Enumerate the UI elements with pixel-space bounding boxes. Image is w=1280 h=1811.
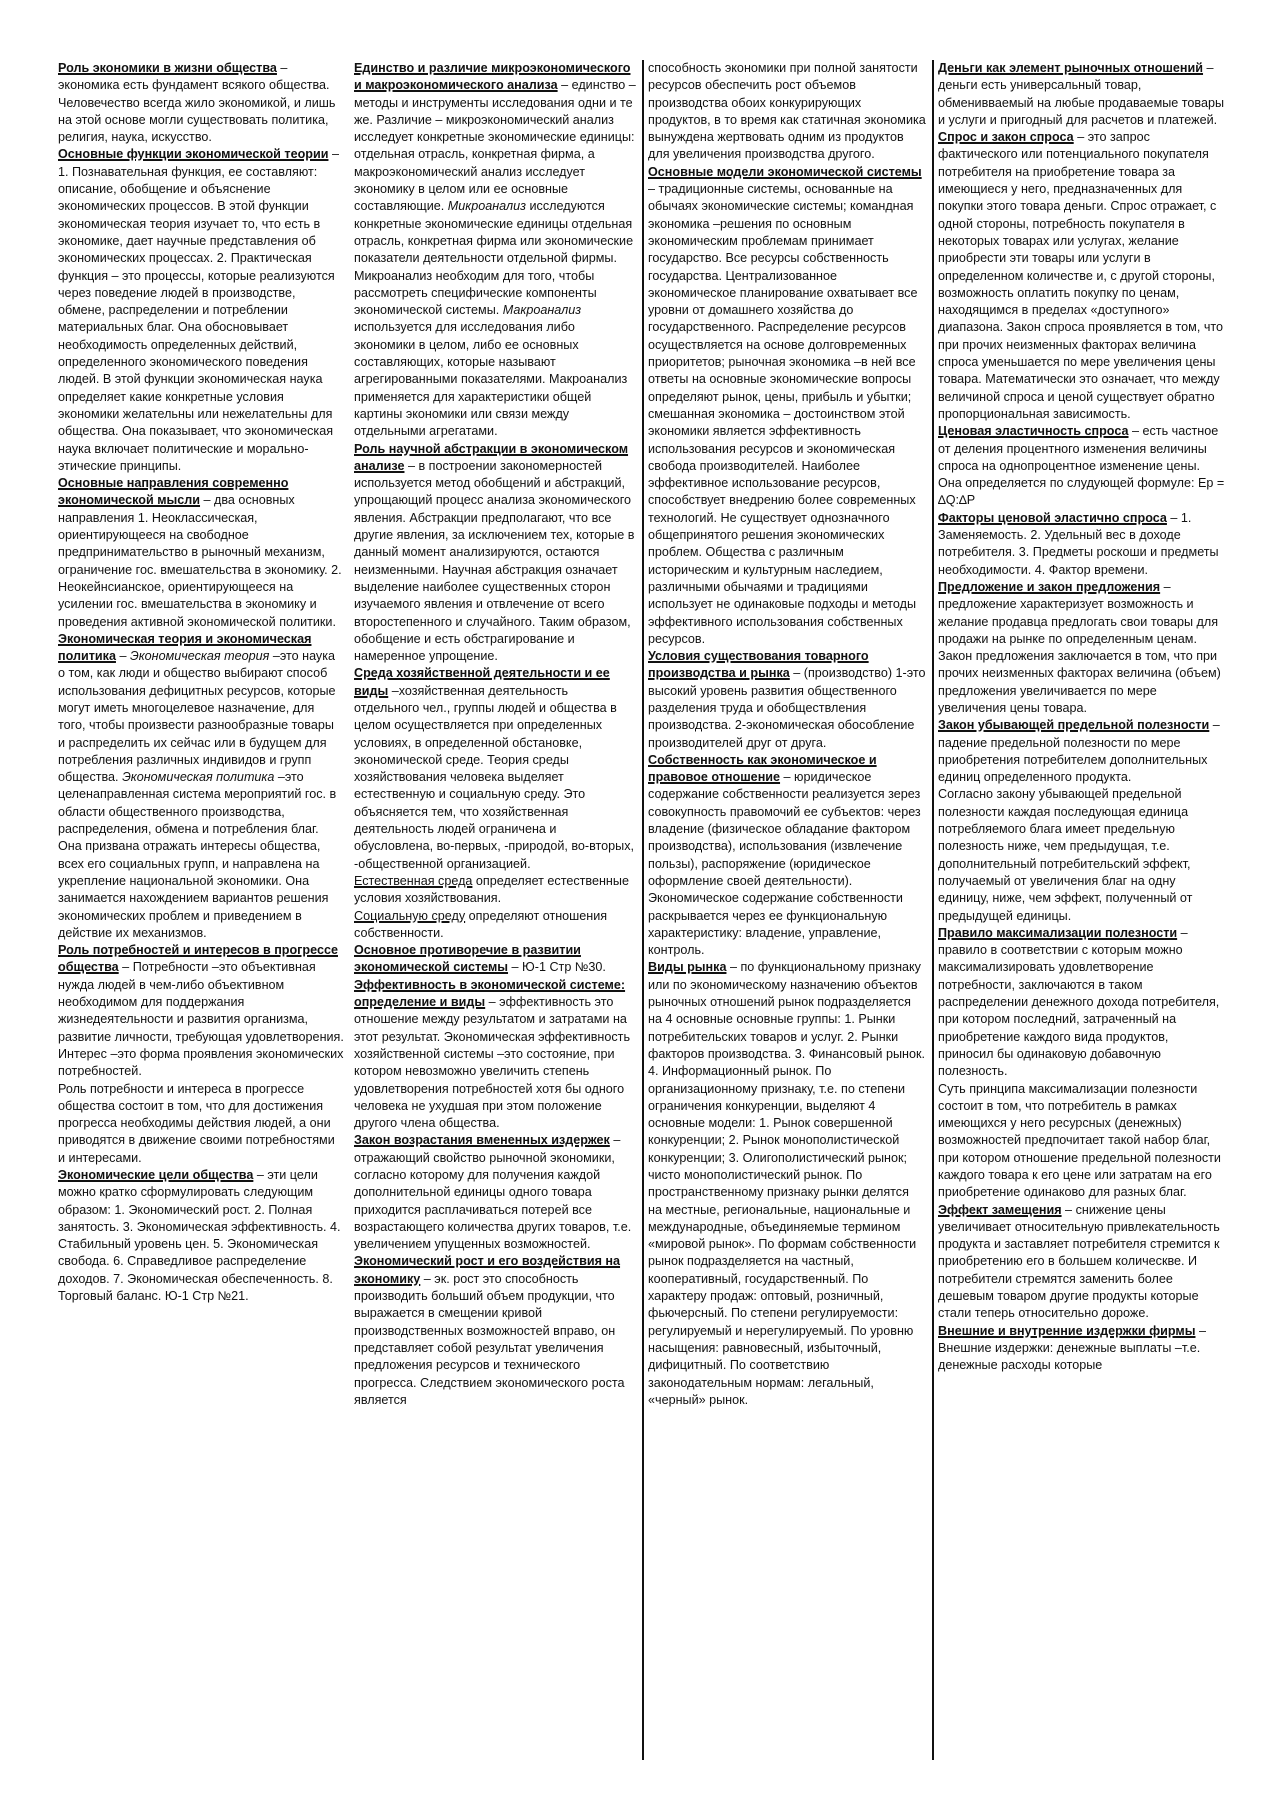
body-text: – Ю-1 Стр №30. (508, 960, 606, 975)
body-text: Суть принципа максимализации полезности состоит в том, что потребитель в рамках имеющихся у него ресурсных (денежных) возможностей предпочитает такой набор благ, при котором отношение предельной полезности каждого товара к его цене или затратам на его приобретение одинаково для разных благ. (938, 1081, 1221, 1200)
paragraph (938, 786, 1226, 924)
section-heading: Роль научной абстракции в экономическом анализе (354, 441, 629, 473)
body-text: – эк. рост это способность производить больший объем продукции, что выражается в смещении кривой производственных возможностей вправо, он представляет собой результат увеличения предложения ресурсов и технического прогресса. Следствием экономического роста является (354, 1271, 625, 1407)
body-text: – падение предельной полезности по мере приобретения потребителем дополнительных единиц определенного продукта. (938, 718, 1220, 785)
body-text: определяют отношения собственности. (354, 908, 608, 940)
body-text: –хозяйственная деятельность отдельного чел., группы людей и общества в целом осуществляется при определенных условиях, в определенной обстановке, экономической среде. Теория среды хозяйствования человека выделяет естественную и социальную среду. Это объясняется тем, что хозяйственная деятельность людей ограничена и обусловлена, во-первых, -природой, во-вторых, -общественной организацией. (354, 683, 635, 871)
paragraph (354, 1253, 636, 1409)
column-2 (350, 60, 642, 1760)
body-text: – предложение характеризует возможность и желание продавца предлогать свои товары для продажи на рынке по определенным ценам. Закон предложения заключается в том, что при прочих неизменных факторах величина (объем) предложения увеличивается по мере увеличения цены товара. (938, 579, 1221, 715)
body-text: – экономика есть фундамент всякого общества. Человечество всегда жило экономикой, и лишь на этой основе могли существовать политика, религия, наука, искусство. (58, 61, 336, 145)
body-text: – снижение цены увеличивает относительную привлекательность продукта и заставляет потребителя стремится к приобретению его в большем колическве. И потребители стремятся заменить более дешевым товаром другие продукты которые стали теперь относительно дороже. (938, 1202, 1220, 1321)
italic-term: Экономическая политика (122, 770, 275, 785)
paragraph (354, 977, 636, 1133)
body-text: способность экономики при полной занятости ресурсов обеспечить рост объемов производства обоих конкурирующих продуктов, в то время как статичная экономика вынуждена жертвовать одним из продуктов для увеличения производства другого. (648, 61, 926, 162)
paragraph (938, 579, 1226, 717)
paragraph (354, 942, 636, 977)
section-heading: Единство и различие микроэкономического и макроэкономического анализа (354, 61, 631, 93)
section-heading: Эффективность в экономической системе: определение и виды (354, 977, 626, 1010)
paragraph (354, 441, 636, 666)
section-heading: Роль потребностей и интересов в прогрессе общества (58, 943, 338, 975)
paragraph (58, 1167, 344, 1305)
body-text: – в построении закономерностей используется метод обобщений и абстракций, упрощающий процесс анализа экономического явления. Абстракции предполагают, что все другие явления, за исключением тех, которые в данный момент анализируются, остаются неизменными. Научная абстракция означает выделение наиболее существенных сторон изучаемого явления и отвлечение от всего второстепенного и случайного. Таким образом, обобщение и есть обстрагирование и намеренное упрощение. (354, 458, 635, 664)
body-text: Роль потребности и интереса в прогрессе общества состоит в том, что для достижения прогресса необходимы действия людей, а они приводятся в движение своими потребностями и интересами. (58, 1081, 335, 1165)
text-columns (58, 60, 1226, 1760)
body-text: – (производство) 1-это высокий уровень развития общественного разделения труда и обобществления производства. 2-экономическая обособление производителей друг от друга. (648, 666, 926, 750)
body-text: – эти цели можно кратко сформулировать следующим образом: 1. Экономический рост. 2. Полная занятость. 3. Экономическая эффективность. 4. Стабильный уровень цен. 5. Экономическая свобода. 6. Справедливое распределение доходов. 7. Экономическая обеспеченность. 8. Торговый баланс. Ю-1 Стр №21. (58, 1168, 341, 1304)
body-text: – это запрос фактического или потенциального покупателя потребителя на приобретение товара за имеющиеся у него, предназначенных для покупки этого товара деньги. Спрос отражает, с одной стороны, потребность покупателя в некоторых товарах или услугах, желание приобрести эти товары или услуги в определенном количестве и, с другой стороны, возможность оплатить покупку по ценам, находящимся в пределах «доступного» диапазона. Закон спроса проявляется в том, что при прочих неизменных факторах величина спроса уменьшается по мере увеличения цены товара. Математически это означает, что между величиной спроса и ценой существует обратно пропорциональная зависимость. (938, 130, 1224, 421)
section-heading: Естественная среда (354, 873, 473, 888)
section-heading: Среда хозяйственной деятельности и ее виды (354, 666, 610, 698)
body-text: – отражающий свойство рыночной экономики, согласно которому для получения каждой дополнительной единицы одного товара приходится расплачиваться потерей все возрастающего количества других товаров, т.е. увеличением упущенных возможностей. (354, 1133, 632, 1252)
section-heading: Собственность как экономическое и правовое отношение (648, 752, 877, 785)
body-text: – юридическое содержание собственности реализуется зерез совокупность правомочий ее субъектов: через владение (физическое обладание фактором производства), использования (извлечение пользы), распоряжение (юридическое оформление своей деятельности). Экономическое содержание собственности раскрывается через ее функциональную характеристику: владение, управление, контроль. (648, 770, 921, 958)
section-heading: Эффект замещения (938, 1202, 1062, 1217)
body-text: – деньги есть универсальный товар, обменивваемый на любые продаваемые товары и услуги и пригодный для расчетов и платежей. (938, 61, 1225, 127)
body-text: – традиционные системы, основанные на обычаях экономические системы; командная экономика –решения по основным экономическим проблемам принимает государство. Все ресурсы собственность государства. Централизованное экономическое планирование охватывает все уровни от домашнего хозяйства до государственного. Распределение ресурсов осуществляется на основе долговременных приоритетов; рыночная экономика –в ней все ответы на основные экономические вопросы определяют рынок, цены, прибыль и убытки; смешанная экономика – достоинством этой экономики является эффективность использования ресурсов и экономическая свобода производителей. Наиболее эффективное использование ресурсов, способствует внедрению более современных технологий. Не существует однозначного общепринятого решения экономических проблем. Общества с различным историческим и культурным наследием, различными обычаями и традициями использует не одинаковые подходы и методы эффективного использования собственных ресурсов. (648, 182, 918, 646)
body-text: – 1. Познавательная функция, ее составляют: описание, обобщение и объяснение экономических процессов. В этой функции экономическая теория изучает то, что есть в экономике, дает научные представления об экономических процессах. 2. Практическая функция – это процессы, которые реализуются через поведение людей в производстве, обмене, распределении и потреблении материальных благ. Она обосновывает необходимость определенных действий, определенного экономического поведения людей. В этой функции экономическая наука определяет какие конкретные условия экономики желательны или нежелательны для общества. Она показывает, что экономическая наука включает политические и морально-этические принципы. (58, 147, 339, 473)
paragraph (58, 1081, 344, 1167)
section-heading: Деньги как элемент рыночных отношений (938, 61, 1204, 75)
body-text: определяет естественные условия хозяйствования. (354, 873, 629, 906)
section-heading: Факторы ценовой эластично спроса (938, 510, 1167, 525)
section-heading: Основное противоречие в развитии экономической системы (354, 943, 581, 975)
body-text: используется для исследования либо экономики в целом, либо ее основных составляющих, которые называют агрегированными показателями. Макроанализ применяется для характеристики общей картины экономики или связи между отдельными агрегатами. (354, 320, 628, 439)
section-heading: Правило максимализации полезности (938, 925, 1178, 940)
paragraph (938, 60, 1226, 129)
section-heading: Закон убывающей предельной полезности (938, 718, 1210, 733)
paragraph (58, 475, 344, 631)
column-4 (934, 60, 1226, 1760)
paragraph (58, 631, 344, 942)
column-3 (642, 60, 934, 1760)
paragraph (938, 1323, 1226, 1375)
section-heading: Социальную среду (354, 908, 466, 923)
section-heading: Ценовая эластичность спроса (938, 424, 1129, 439)
body-text: – по функциональному признаку или по экономическому назначению объектов рыночных отношений рынок подразделяется на 4 основные основные группы: 1. Рынки потребительских товаров и услуг. 2. Рынки факторов производства. 3. Финансовый рынок. 4. Информационный рынок. По организационному признаку, т.е. по степени ограничения конкуренции, выделяют 4 основные модели: 1. Рынок совершенной конкуренции; 2. Рынок монополистической конкуренции; 3. Олигополистический рынок; чисто монополистический рынок. По пространственному признаку рынки делятся на местные, региональные, национальные и международные, объединяемые термином «мировой рынок». По формам собственности рынок подразделяется на частный, кооперативный, государственный. По характеру продаж: оптовый, розничный, фьючерсный. По степени регулируемости: регулируемый и нерегулируемый. По уровню насыщения: равновесный, избыточный, дифицитный. По соответствию законодательным нормам: легальный, «черный» рынок. (648, 960, 925, 1407)
paragraph (648, 959, 926, 1409)
body-text: –это целенаправленная система мероприятий гос. в области общественного производства, распределения, обмена и потребления благ. Она призвана отражать интересы общества, всех его социальных групп, и направлена на укрепление национальной экономики. Она занимается нахождением вариантов решения экономических проблем и приведением в действие их механизмов. (58, 770, 337, 940)
italic-term: Экономическая теория (129, 649, 270, 664)
paragraph (938, 423, 1226, 509)
section-heading: Виды рынка (648, 960, 727, 975)
paragraph (938, 717, 1226, 786)
section-heading: Экономические цели общества (58, 1168, 254, 1182)
section-heading: Условия существования товарного производства и рынка (648, 649, 869, 681)
paragraph (354, 873, 636, 908)
section-heading: Основные функции экономической теории (58, 147, 329, 162)
section-heading: Закон возрастания вмененных издержек (354, 1133, 610, 1148)
paragraph (58, 146, 344, 475)
italic-term: Микроанализ (447, 199, 527, 214)
paragraph (354, 60, 636, 441)
paragraph (938, 510, 1226, 579)
paragraph (938, 1202, 1226, 1323)
body-text: – эффективность это отношение между результатом и затратами на этот результат. Экономическая эффективность хозяйственной системы –это состояние, при котором невозможно увеличить степень удовлетворения потребностей хотя бы одного человека не ухудшая при этом положение другого члена общества. (354, 995, 631, 1131)
body-text: – два основных направления 1. Неоклассическая, ориентирующееся на свободное предпринимательство в рыночный механизм, ограничение гос. вмешательства в экономику. 2. Неокейнсианское, ориентирующееся на усилении гос. вмешательства в экономику и проведения активной экономической политики. (58, 493, 342, 629)
body-text: –это наука о том, как люди и общество выбирают способ использования дефицитных ресурсов, которые могут иметь многоцелевое назначение, для того, чтобы произвести разнообразные товары и распределить их сейчас или в будущем для потребления различных индивидов и групп общества. (58, 649, 336, 785)
paragraph (58, 60, 344, 146)
paragraph (354, 908, 636, 943)
paragraph (938, 1081, 1226, 1202)
section-heading: Основные направления современно экономической мысли (58, 476, 289, 508)
body-text: исследуются конкретные экономические единицы отдельная отрасль, конкретная фирма или экономические показатели деятельности отдельной фирмы. Микроанализ необходим для того, чтобы рассмотреть специфические компоненты экономической системы. (354, 199, 634, 318)
section-heading: Спрос и закон спроса (938, 130, 1074, 145)
body-text: – единство –методы и инструменты исследования одни и те же. Различие – микроэкономический анализ исследует конкретные экономические единицы: отдельная отрасль, конкретная фирма, а макроэкономический анализ исследует экономику в целом или ее основные составляющие. (354, 78, 636, 214)
column-1 (58, 60, 350, 1760)
section-heading: Основные модели экономической системы (648, 164, 922, 179)
body-text: Согласно закону убывающей предельной полезности каждая последующая единица потребляемого блага имеет предельную полезность ниже, чем предыдущая, т.е. дополнительный потребительский эффект, получаемый от увеличения благ на одну единицу, ниже, чем эффект, полученный от предыдущей единицы. (938, 787, 1193, 923)
paragraph (354, 1132, 636, 1253)
section-heading: Предложение и закон предложения (938, 579, 1161, 594)
paragraph (648, 648, 926, 752)
section-heading: Внешние и внутренние издержки фирмы (938, 1323, 1196, 1338)
paragraph (648, 752, 926, 960)
body-text: – правило в соответствии с которым можно максимализировать удовлетворение потребности, заключаются в таком распределении денежного дохода потребителя, при котором последний, затраченный на приобретение каждого вида продуктов, приносил бы одинаковую добавочную полезность. (938, 925, 1220, 1079)
body-text: – Внешние издержки: денежные выплаты –т.е. денежные расходы которые (938, 1323, 1206, 1373)
italic-term: Макроанализ (502, 303, 582, 318)
section-heading: Экономический рост и его воздействия на экономику (354, 1254, 621, 1286)
section-heading: Экономическая теория и экономическая политика (58, 631, 312, 664)
body-text: – (115, 649, 130, 664)
paragraph (58, 942, 344, 1080)
section-heading: Роль экономики в жизни общества (58, 61, 277, 75)
body-text: – есть частное от деления процентного изменения величины спроса на однопроцентное изменение цены. Она определяется по слудующей формуле: Ер = ∆Q:∆P (938, 424, 1225, 508)
body-text: – 1. Заменяемость. 2. Удельный вес в доходе потребителя. 3. Предметы роскоши и предметы необходимости. 4. Фактор времени. (938, 510, 1219, 577)
body-text: – Потребности –это объективная нужда людей в чем-либо объективном необходимом для поддержания жизнедеятельности и развития организма, развитие личности, требующая удовлетворения. Интерес –это форма проявления экономических потребностей. (58, 960, 344, 1079)
paragraph (354, 665, 636, 873)
paragraph (648, 164, 926, 648)
paragraph (938, 129, 1226, 423)
paragraph (648, 60, 926, 164)
paragraph (938, 925, 1226, 1081)
